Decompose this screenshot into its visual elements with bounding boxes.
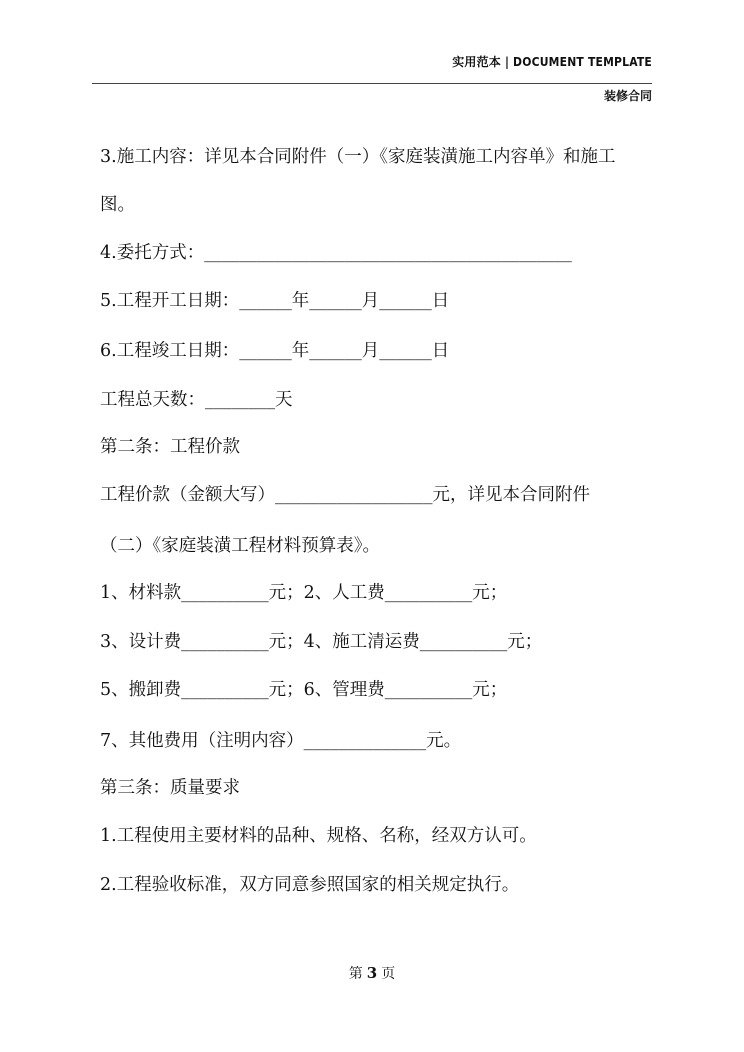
clause-start-date: 5.工程开工日期：______年______月______日 (100, 291, 450, 311)
header-divider (92, 83, 652, 84)
quality-clause-acceptance: 2.工程验收标准，双方同意参照国家的相关规定执行。 (100, 875, 520, 895)
clause-total-days: 工程总天数：________天 (100, 390, 293, 410)
document-type-label: 装修合同 (603, 89, 652, 103)
clause-project-price: 工程价款（金额大写）__________________元，详见本合同附件 (100, 485, 590, 505)
clause-construction-content-cont: 图。 (100, 195, 135, 215)
page-number-suffix: 页 (381, 966, 396, 982)
fee-line-other: 7、其他费用（注明内容）______________元。 (100, 731, 462, 751)
article-two-heading: 第二条：工程价款 (100, 437, 240, 457)
header-title: 实用范本 | DOCUMENT TEMPLATE (452, 55, 652, 69)
clause-completion-date: 6.工程竣工日期：______年______月______日 (100, 341, 450, 361)
page-number: 3 (366, 964, 378, 982)
page-number-prefix: 第 (348, 966, 363, 982)
fee-line-materials-labor: 1、材料款__________元；2、人工费__________元； (100, 583, 508, 603)
clause-delegation-method: 4.委托方式：__________________________________________ (100, 243, 572, 263)
clause-construction-content: 3.施工内容：详见本合同附件（一）《家庭装潢施工内容单》和施工 (100, 147, 616, 167)
article-three-heading: 第三条：质量要求 (100, 778, 240, 798)
fee-line-design-cleanup: 3、设计费__________元；4、施工清运费__________元； (100, 632, 543, 652)
clause-project-price-cont: （二）《家庭装潢工程材料预算表》。 (100, 536, 380, 556)
page-footer (0, 963, 744, 983)
quality-clause-materials: 1.工程使用主要材料的品种、规格、名称，经双方认可。 (100, 826, 537, 846)
fee-line-moving-management: 5、搬卸费__________元；6、管理费__________元； (100, 680, 508, 700)
